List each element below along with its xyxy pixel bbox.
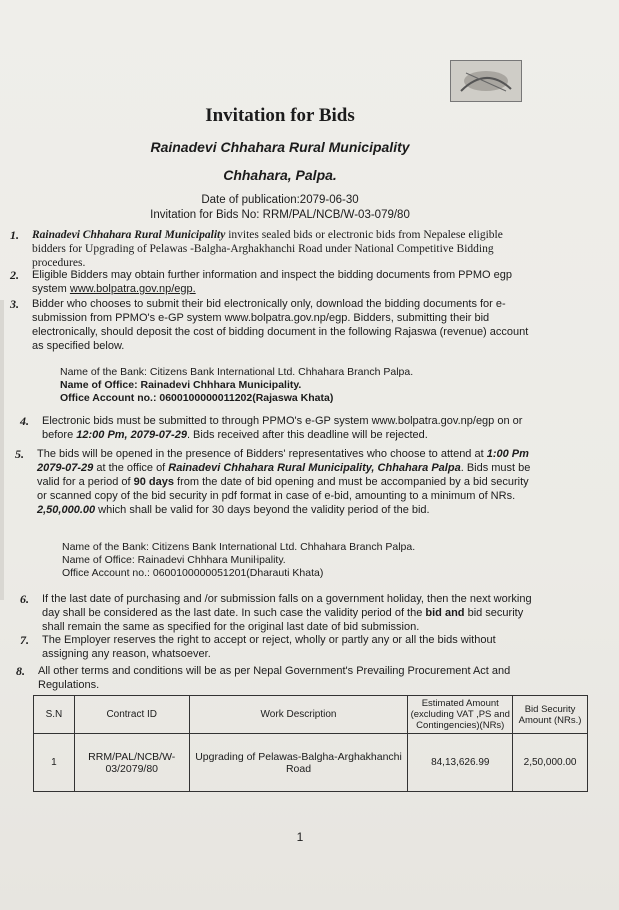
page-number: 1 xyxy=(296,830,304,844)
list-item-4: 4. Electronic bids must be submitted to through PPMO's e-GP system www.bolpatra.gov.np/egp on or before 12:00 Pm, 2079-07-29. Bids received after this deadline will be rejected. xyxy=(20,414,523,441)
col-header-contract-id: Contract ID xyxy=(74,696,189,734)
list-item-2: 2. Eligible Bidders may obtain further information and inspect the bidding documents from PPMO egp system www.bolpatra.gov.np/egp. xyxy=(10,268,512,295)
cell-sn: 1 xyxy=(34,734,75,792)
page-title: Invitation for Bids xyxy=(205,105,355,126)
cell-bid-security: 2,50,000.00 xyxy=(513,734,588,792)
list-item-8: 8. All other terms and conditions will be as per Nepal Government's Prevailing Procurement Act and Regulations. xyxy=(16,664,511,691)
list-item-5: 5. The bids will be opened in the presence of Bidders' representatives who choose to attend at 1:00 Pm 2079-07-29 at the office of Rainadevi Chhahara Rural Municipality, Chhahara Palpa. Bids must be valid for a period of 90 days from the date of bid opening and must be accompanied by a bid security or scanned copy of the bid security in pdf format in case of e-bid, amounting to a minimum of NRs. 2,50,000.00 which shall be valid for 30 days beyond the validity period of the bid. xyxy=(15,447,531,516)
cell-work-description: Upgrading of Pelawas-Balgha-Arghakhanchi Road xyxy=(189,734,408,792)
page-edge-shadow xyxy=(0,300,4,600)
publication-date: Date of publication:2079-06-30 xyxy=(201,194,359,206)
col-header-bid-security: Bid Security Amount (NRs.) xyxy=(513,696,588,734)
col-header-sn: S.N xyxy=(34,696,75,734)
table-header-row xyxy=(34,696,588,734)
table-row xyxy=(34,734,588,792)
list-item-6: 6. If the last date of purchasing and /or submission falls on a government holiday, then the next working day shall be considered as the last date. In such case the validity period of the bid and bid security shall remain the same as specified for the original last date of bid submission. xyxy=(20,592,532,633)
bids-table xyxy=(33,695,588,792)
bank-details-deposit: Name of the Bank: Citizens Bank International Ltd. Chhahara Branch Palpa. Name of Office: Rainadevi Chhhara Muniŀipality. Office Account no.: 0600100000051201(Dharauti Khata) xyxy=(62,541,416,579)
org-location: Chhahara, Palpa. xyxy=(223,167,337,183)
list-item-3: 3. Bidder who chooses to submit their bid electronically only, download the bidding documents for e-submission from PPMO's e-GP system www.bolpatra.gov.np/egp. Bidders, submitting their bid electronically, should deposit the cost of bidding document in the following Rajaswa (revenue) account as specified below. xyxy=(10,297,529,352)
list-item-1: 1. Rainadevi Chhahara Rural Municipality invites sealed bids or electronic bids from Nepalese eligible bidders for Upgrading of Pelawas -Balgha-Arghakhanchi Road under National Competitive Bidding procedures. xyxy=(10,228,503,269)
list-item-7: 7. The Employer reserves the right to accept or reject, wholly or partly any or all the bids without assigning any reason, whatsoever. xyxy=(20,633,496,660)
bank-details-revenue: Name of the Bank: Citizens Bank International Ltd. Chhahara Branch Palpa. Name of Office: Rainadevi Chhhara Municipality. Office Account no.: 0600100000011202(Rajaswa Khata) xyxy=(60,366,414,404)
org-name: Rainadevi Chhahara Rural Municipality xyxy=(150,139,410,155)
stamp-logo xyxy=(450,60,522,102)
ifb-number: Invitation for Bids No: RRM/PAL/NCB/W-03-079/80 xyxy=(150,209,410,221)
cell-contract-id: RRM/PAL/NCB/W-03/2079/80 xyxy=(74,734,189,792)
col-header-work-description: Work Description xyxy=(189,696,408,734)
egp-link[interactable]: www.bolpatra.gov.np/egp. xyxy=(69,283,196,295)
col-header-estimated-amount: Estimated Amount (excluding VAT ,PS and Contingencies)(NRs) xyxy=(408,696,513,734)
cell-estimated-amount: 84,13,626.99 xyxy=(408,734,513,792)
